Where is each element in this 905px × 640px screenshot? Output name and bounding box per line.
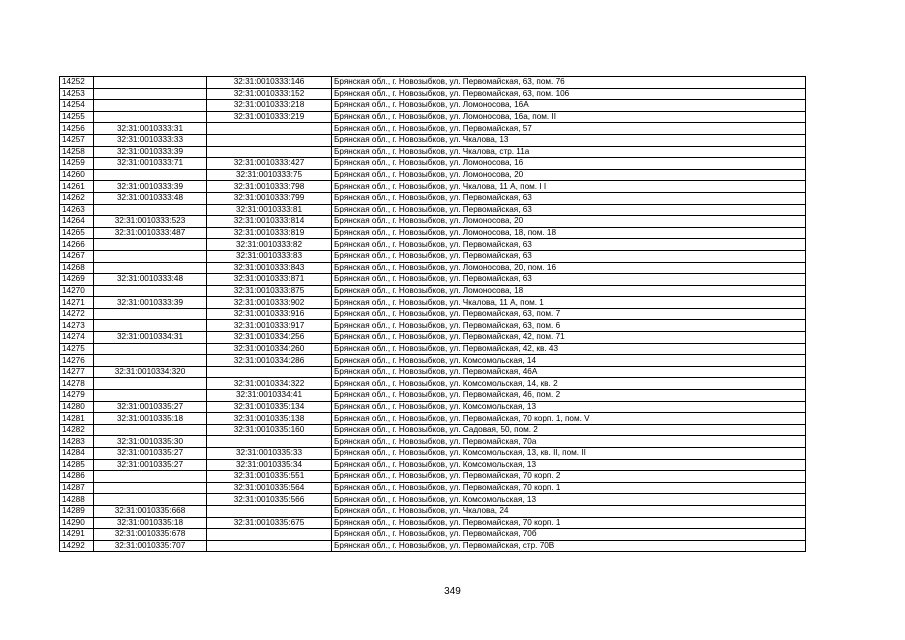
- land-cadastral-number-cell: 32:31:0010333:39: [94, 297, 207, 309]
- row-number-cell: 14252: [60, 77, 94, 89]
- land-cadastral-number-cell: 32:31:0010333:48: [94, 192, 207, 204]
- row-number-cell: 14285: [60, 459, 94, 471]
- row-number-cell: 14290: [60, 517, 94, 529]
- row-number-cell: 14263: [60, 204, 94, 216]
- page-number: 349: [444, 586, 461, 597]
- table-row: [60, 285, 806, 297]
- row-number-cell: 14255: [60, 111, 94, 123]
- row-number-cell: 14276: [60, 355, 94, 367]
- address-cell: Брянская обл., г. Новозыбков, ул. Первомайская, 70 корп. 2: [332, 471, 806, 483]
- land-cadastral-number-cell: [94, 482, 207, 494]
- land-cadastral-number-cell: [94, 343, 207, 355]
- land-cadastral-number-cell: [94, 390, 207, 402]
- land-cadastral-number-cell: [94, 424, 207, 436]
- row-number-cell: 14261: [60, 181, 94, 193]
- building-cadastral-number-cell: 32:31:0010333:902: [207, 297, 332, 309]
- table-row: [60, 111, 806, 123]
- row-number-cell: 14265: [60, 227, 94, 239]
- building-cadastral-number-cell: 32:31:0010334:260: [207, 343, 332, 355]
- land-cadastral-number-cell: 32:31:0010333:39: [94, 181, 207, 193]
- land-cadastral-number-cell: 32:31:0010333:48: [94, 274, 207, 286]
- address-cell: Брянская обл., г. Новозыбков, ул. Первомайская, 63, пом. 76: [332, 77, 806, 89]
- land-cadastral-number-cell: 32:31:0010334:320: [94, 366, 207, 378]
- land-cadastral-number-cell: [94, 204, 207, 216]
- table-row: [60, 448, 806, 460]
- building-cadastral-number-cell: 32:31:0010333:219: [207, 111, 332, 123]
- row-number-cell: 14260: [60, 169, 94, 181]
- table-row: [60, 332, 806, 344]
- table-body: [60, 77, 806, 552]
- table-row: [60, 366, 806, 378]
- row-number-cell: 14287: [60, 482, 94, 494]
- building-cadastral-number-cell: [207, 134, 332, 146]
- land-cadastral-number-cell: [94, 169, 207, 181]
- address-cell: Брянская обл., г. Новозыбков, ул. Ломоносова, 20: [332, 169, 806, 181]
- building-cadastral-number-cell: 32:31:0010334:41: [207, 390, 332, 402]
- building-cadastral-number-cell: 32:31:0010333:146: [207, 77, 332, 89]
- address-cell: Брянская обл., г. Новозыбков, ул. Первомайская, 46, пом. 2: [332, 390, 806, 402]
- table-row: [60, 77, 806, 89]
- row-number-cell: 14268: [60, 262, 94, 274]
- building-cadastral-number-cell: 32:31:0010333:83: [207, 250, 332, 262]
- table-row: [60, 181, 806, 193]
- land-cadastral-number-cell: 32:31:0010333:31: [94, 123, 207, 135]
- building-cadastral-number-cell: 32:31:0010335:33: [207, 448, 332, 460]
- address-cell: Брянская обл., г. Новозыбков, ул. Первомайская, 63: [332, 204, 806, 216]
- building-cadastral-number-cell: 32:31:0010335:564: [207, 482, 332, 494]
- building-cadastral-number-cell: 32:31:0010335:34: [207, 459, 332, 471]
- table-row: [60, 494, 806, 506]
- row-number-cell: 14282: [60, 424, 94, 436]
- row-number-cell: 14273: [60, 320, 94, 332]
- land-cadastral-number-cell: [94, 285, 207, 297]
- address-cell: Брянская обл., г. Новозыбков, ул. Комсомольская, 14, кв. 2: [332, 378, 806, 390]
- table-row: [60, 250, 806, 262]
- building-cadastral-number-cell: 32:31:0010333:875: [207, 285, 332, 297]
- address-cell: Брянская обл., г. Новозыбков, ул. Чкалова, 24: [332, 505, 806, 517]
- address-cell: Брянская обл., г. Новозыбков, ул. Ломоносова, 18, пом. 18: [332, 227, 806, 239]
- land-cadastral-number-cell: [94, 239, 207, 251]
- row-number-cell: 14264: [60, 216, 94, 228]
- building-cadastral-number-cell: 32:31:0010333:814: [207, 216, 332, 228]
- building-cadastral-number-cell: 32:31:0010335:134: [207, 401, 332, 413]
- building-cadastral-number-cell: 32:31:0010334:286: [207, 355, 332, 367]
- row-number-cell: 14274: [60, 332, 94, 344]
- row-number-cell: 14286: [60, 471, 94, 483]
- table-row: [60, 378, 806, 390]
- address-cell: Брянская обл., г. Новозыбков, ул. Первомайская, 63: [332, 250, 806, 262]
- address-cell: Брянская обл., г. Новозыбков, ул. Первомайская, 70б: [332, 529, 806, 541]
- building-cadastral-number-cell: 32:31:0010333:871: [207, 274, 332, 286]
- row-number-cell: 14266: [60, 239, 94, 251]
- building-cadastral-number-cell: 32:31:0010335:675: [207, 517, 332, 529]
- building-cadastral-number-cell: 32:31:0010334:322: [207, 378, 332, 390]
- building-cadastral-number-cell: [207, 366, 332, 378]
- table-row: [60, 297, 806, 309]
- building-cadastral-number-cell: [207, 505, 332, 517]
- row-number-cell: 14258: [60, 146, 94, 158]
- address-cell: Брянская обл., г. Новозыбков, ул. Первомайская, 63: [332, 239, 806, 251]
- address-cell: Брянская обл., г. Новозыбков, ул. Первомайская, 42, кв. 43: [332, 343, 806, 355]
- address-cell: Брянская обл., г. Новозыбков, ул. Первомайская, 70 корп. 1, пом. V: [332, 413, 806, 425]
- table-row: [60, 529, 806, 541]
- table-row: [60, 158, 806, 170]
- building-cadastral-number-cell: [207, 540, 332, 552]
- building-cadastral-number-cell: 32:31:0010333:218: [207, 100, 332, 112]
- land-cadastral-number-cell: 32:31:0010335:707: [94, 540, 207, 552]
- land-cadastral-number-cell: 32:31:0010335:18: [94, 517, 207, 529]
- table-row: [60, 239, 806, 251]
- building-cadastral-number-cell: 32:31:0010333:152: [207, 88, 332, 100]
- land-cadastral-number-cell: 32:31:0010333:71: [94, 158, 207, 170]
- address-cell: Брянская обл., г. Новозыбков, ул. Ломоносова, 16А: [332, 100, 806, 112]
- table-row: [60, 401, 806, 413]
- address-cell: Брянская обл., г. Новозыбков, ул. Чкалова, 11 А, пом. 1: [332, 297, 806, 309]
- table-row: [60, 424, 806, 436]
- table-row: [60, 204, 806, 216]
- row-number-cell: 14280: [60, 401, 94, 413]
- building-cadastral-number-cell: [207, 146, 332, 158]
- table-row: [60, 134, 806, 146]
- table-row: [60, 540, 806, 552]
- address-cell: Брянская обл., г. Новозыбков, ул. Ломоносова, 16а, пом. II: [332, 111, 806, 123]
- building-cadastral-number-cell: [207, 529, 332, 541]
- land-cadastral-number-cell: [94, 471, 207, 483]
- land-cadastral-number-cell: 32:31:0010335:18: [94, 413, 207, 425]
- land-cadastral-number-cell: 32:31:0010335:27: [94, 459, 207, 471]
- land-cadastral-number-cell: 32:31:0010335:27: [94, 401, 207, 413]
- land-cadastral-number-cell: [94, 250, 207, 262]
- address-cell: Брянская обл., г. Новозыбков, ул. Первомайская, 63, пом. 106: [332, 88, 806, 100]
- building-cadastral-number-cell: 32:31:0010335:138: [207, 413, 332, 425]
- row-number-cell: 14279: [60, 390, 94, 402]
- table-row: [60, 274, 806, 286]
- table-row: [60, 482, 806, 494]
- table-row: [60, 505, 806, 517]
- address-cell: Брянская обл., г. Новозыбков, ул. Ломоносова, 18: [332, 285, 806, 297]
- row-number-cell: 14256: [60, 123, 94, 135]
- building-cadastral-number-cell: 32:31:0010335:160: [207, 424, 332, 436]
- table-row: [60, 88, 806, 100]
- building-cadastral-number-cell: [207, 436, 332, 448]
- row-number-cell: 14277: [60, 366, 94, 378]
- address-cell: Брянская обл., г. Новозыбков, ул. Ломоносова, 20: [332, 216, 806, 228]
- building-cadastral-number-cell: 32:31:0010333:916: [207, 308, 332, 320]
- building-cadastral-number-cell: 32:31:0010335:566: [207, 494, 332, 506]
- land-cadastral-number-cell: 32:31:0010335:27: [94, 448, 207, 460]
- land-cadastral-number-cell: 32:31:0010333:523: [94, 216, 207, 228]
- building-cadastral-number-cell: 32:31:0010333:82: [207, 239, 332, 251]
- table-row: [60, 123, 806, 135]
- address-cell: Брянская обл., г. Новозыбков, ул. Первомайская, 63: [332, 192, 806, 204]
- row-number-cell: 14275: [60, 343, 94, 355]
- building-cadastral-number-cell: 32:31:0010333:81: [207, 204, 332, 216]
- table-row: [60, 100, 806, 112]
- table-row: [60, 227, 806, 239]
- building-cadastral-number-cell: 32:31:0010333:798: [207, 181, 332, 193]
- address-cell: Брянская обл., г. Новозыбков, ул. Первомайская, 70 корп. 1: [332, 517, 806, 529]
- address-cell: Брянская обл., г. Новозыбков, ул. Первомайская, стр. 70В: [332, 540, 806, 552]
- row-number-cell: 14259: [60, 158, 94, 170]
- land-cadastral-number-cell: [94, 308, 207, 320]
- address-cell: Брянская обл., г. Новозыбков, ул. Комсомольская, 13: [332, 494, 806, 506]
- table-row: [60, 517, 806, 529]
- table-row: [60, 459, 806, 471]
- land-cadastral-number-cell: 32:31:0010333:39: [94, 146, 207, 158]
- land-cadastral-number-cell: [94, 494, 207, 506]
- address-cell: Брянская обл., г. Новозыбков, ул. Комсомольская, 13: [332, 459, 806, 471]
- land-cadastral-number-cell: 32:31:0010333:33: [94, 134, 207, 146]
- building-cadastral-number-cell: 32:31:0010333:917: [207, 320, 332, 332]
- land-cadastral-number-cell: [94, 378, 207, 390]
- address-cell: Брянская обл., г. Новозыбков, ул. Первомайская, 63, пом. 6: [332, 320, 806, 332]
- building-cadastral-number-cell: 32:31:0010333:843: [207, 262, 332, 274]
- building-cadastral-number-cell: 32:31:0010333:427: [207, 158, 332, 170]
- row-number-cell: 14253: [60, 88, 94, 100]
- address-cell: Брянская обл., г. Новозыбков, ул. Комсомольская, 13: [332, 401, 806, 413]
- land-cadastral-number-cell: [94, 77, 207, 89]
- address-cell: Брянская обл., г. Новозыбков, ул. Первомайская, 63: [332, 274, 806, 286]
- land-cadastral-number-cell: 32:31:0010333:487: [94, 227, 207, 239]
- building-cadastral-number-cell: 32:31:0010333:819: [207, 227, 332, 239]
- address-cell: Брянская обл., г. Новозыбков, ул. Первомайская, 70а: [332, 436, 806, 448]
- land-cadastral-number-cell: 32:31:0010335:668: [94, 505, 207, 517]
- building-cadastral-number-cell: 32:31:0010333:799: [207, 192, 332, 204]
- row-number-cell: 14289: [60, 505, 94, 517]
- row-number-cell: 14271: [60, 297, 94, 309]
- land-cadastral-number-cell: 32:31:0010335:30: [94, 436, 207, 448]
- address-cell: Брянская обл., г. Новозыбков, ул. Ломоносова, 20, пом. 16: [332, 262, 806, 274]
- address-cell: Брянская обл., г. Новозыбков, ул. Первомайская, 42, пом. 71: [332, 332, 806, 344]
- row-number-cell: 14262: [60, 192, 94, 204]
- building-cadastral-number-cell: 32:31:0010334:256: [207, 332, 332, 344]
- land-cadastral-number-cell: [94, 320, 207, 332]
- table-row: [60, 355, 806, 367]
- building-cadastral-number-cell: [207, 123, 332, 135]
- row-number-cell: 14284: [60, 448, 94, 460]
- row-number-cell: 14288: [60, 494, 94, 506]
- row-number-cell: 14292: [60, 540, 94, 552]
- table-row: [60, 216, 806, 228]
- address-cell: Брянская обл., г. Новозыбков, ул. Первомайская, 70 корп. 1: [332, 482, 806, 494]
- address-cell: Брянская обл., г. Новозыбков, ул. Комсомольская, 14: [332, 355, 806, 367]
- land-cadastral-number-cell: [94, 100, 207, 112]
- row-number-cell: 14269: [60, 274, 94, 286]
- table-row: [60, 169, 806, 181]
- land-cadastral-number-cell: [94, 111, 207, 123]
- table-row: [60, 192, 806, 204]
- land-cadastral-number-cell: 32:31:0010335:678: [94, 529, 207, 541]
- address-cell: Брянская обл., г. Новозыбков, ул. Первомайская, 57: [332, 123, 806, 135]
- address-cell: Брянская обл., г. Новозыбков, ул. Чкалова, стр. 11а: [332, 146, 806, 158]
- building-cadastral-number-cell: 32:31:0010335:551: [207, 471, 332, 483]
- row-number-cell: 14278: [60, 378, 94, 390]
- row-number-cell: 14257: [60, 134, 94, 146]
- table-row: [60, 146, 806, 158]
- address-cell: Брянская обл., г. Новозыбков, ул. Садовая, 50, пом. 2: [332, 424, 806, 436]
- row-number-cell: 14283: [60, 436, 94, 448]
- cadastral-table: [59, 76, 806, 552]
- land-cadastral-number-cell: [94, 262, 207, 274]
- land-cadastral-number-cell: [94, 88, 207, 100]
- table-row: [60, 308, 806, 320]
- table-row: [60, 413, 806, 425]
- table-row: [60, 436, 806, 448]
- address-cell: Брянская обл., г. Новозыбков, ул. Первомайская, 63, пом. 7: [332, 308, 806, 320]
- row-number-cell: 14291: [60, 529, 94, 541]
- row-number-cell: 14270: [60, 285, 94, 297]
- row-number-cell: 14254: [60, 100, 94, 112]
- land-cadastral-number-cell: 32:31:0010334:31: [94, 332, 207, 344]
- address-cell: Брянская обл., г. Новозыбков, ул. Первомайская, 46А: [332, 366, 806, 378]
- table-row: [60, 471, 806, 483]
- land-cadastral-number-cell: [94, 355, 207, 367]
- row-number-cell: 14272: [60, 308, 94, 320]
- row-number-cell: 14281: [60, 413, 94, 425]
- address-cell: Брянская обл., г. Новозыбков, ул. Чкалова, 11 А, пом. I I: [332, 181, 806, 193]
- building-cadastral-number-cell: 32:31:0010333:75: [207, 169, 332, 181]
- table-row: [60, 262, 806, 274]
- address-cell: Брянская обл., г. Новозыбков, ул. Чкалова, 13: [332, 134, 806, 146]
- row-number-cell: 14267: [60, 250, 94, 262]
- table-row: [60, 320, 806, 332]
- table-row: [60, 343, 806, 355]
- address-cell: Брянская обл., г. Новозыбков, ул. Комсомольская, 13, кв. II, пом. II: [332, 448, 806, 460]
- table-row: [60, 390, 806, 402]
- address-cell: Брянская обл., г. Новозыбков, ул. Ломоносова, 16: [332, 158, 806, 170]
